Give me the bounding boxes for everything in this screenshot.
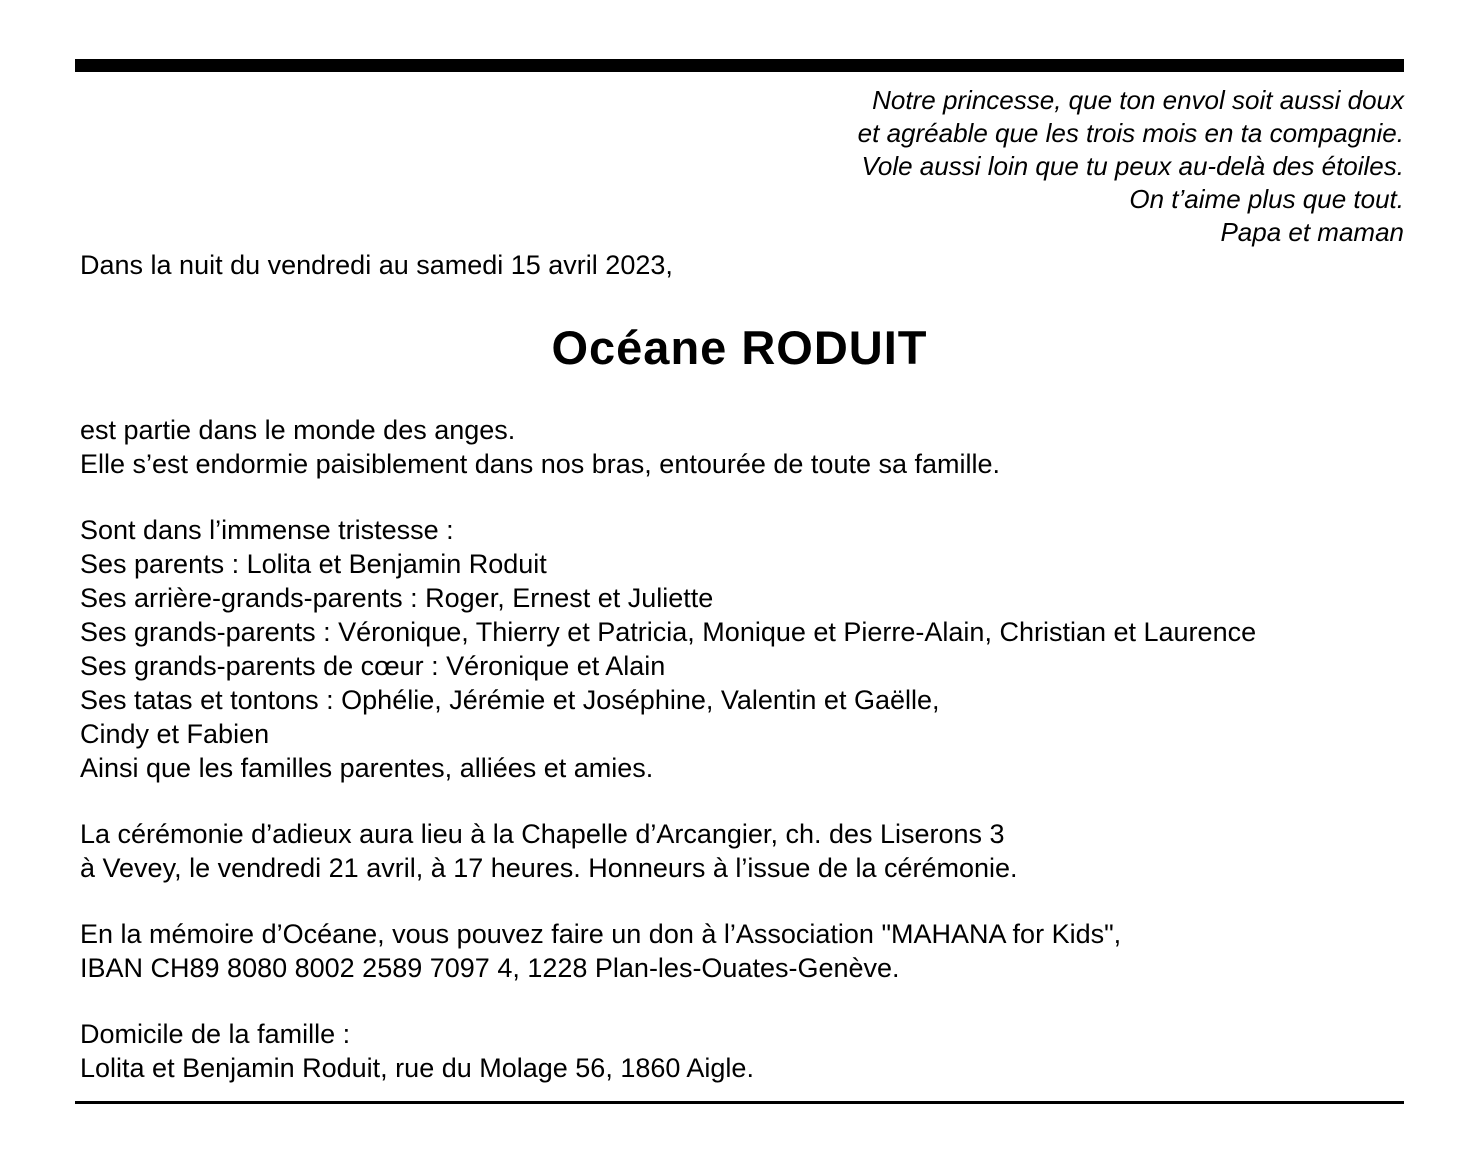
epigraph-signature: Papa et maman [1220,217,1404,247]
body-line: Ses tatas et tontons : Ophélie, Jérémie et Joséphine, Valentin et Gaëlle, [80,685,940,715]
body-line: Lolita et Benjamin Roduit, rue du Molage 56, 1860 Aigle. [80,1053,754,1083]
deceased-name: Océane RODUIT [551,321,928,374]
body-line: Domicile de la famille : [80,1019,351,1049]
body-line: Ses parents : Lolita et Benjamin Roduit [80,549,547,579]
body-line: Cindy et Fabien [80,719,270,749]
body-line: Sont dans l’immense tristesse : [80,515,454,545]
body-line: En la mémoire d’Océane, vous pouvez faire un don à l’Association "MAHANA for Kids", [80,919,1122,949]
body-line: Ses grands-parents de cœur : Véronique et Alain [80,651,666,681]
epigraph-line: On t’aime plus que tout. [1129,184,1404,214]
body-line: Ainsi que les familles parentes, alliées et amies. [80,753,654,783]
announcement-paragraph [80,413,1404,481]
body-line: IBAN CH89 8080 8002 2589 7097 4, 1228 Plan-les-Ouates-Genève. [80,953,900,983]
opening-line: Dans la nuit du vendredi au samedi 15 avril 2023, [80,250,673,280]
epigraph [858,84,1404,249]
top-rule [75,59,1404,72]
epigraph-line: Vole aussi loin que tu peux au-delà des étoiles. [861,151,1404,181]
body-line: Ses grands-parents : Véronique, Thierry et Patricia, Monique et Pierre-Alain, Christian et Laurence [80,617,1257,647]
residence-paragraph [80,1017,1404,1085]
family-paragraph [80,513,1404,785]
bottom-rule [75,1101,1404,1104]
epigraph-line: Notre princesse, que ton envol soit aussi doux [872,85,1404,115]
body-line: Elle s’est endormie paisiblement dans nos bras, entourée de toute sa famille. [80,449,1001,479]
ceremony-paragraph [80,817,1404,885]
body-line: est partie dans le monde des anges. [80,415,516,445]
obituary-body [80,413,1404,1085]
body-line: à Vevey, le vendredi 21 avril, à 17 heures. Honneurs à l’issue de la cérémonie. [80,853,1018,883]
body-line: Ses arrière-grands-parents : Roger, Ernest et Juliette [80,583,714,613]
body-line: La cérémonie d’adieux aura lieu à la Chapelle d’Arcangier, ch. des Liserons 3 [80,819,1005,849]
epigraph-line: et agréable que les trois mois en ta compagnie. [857,118,1404,148]
donation-paragraph [80,917,1404,985]
